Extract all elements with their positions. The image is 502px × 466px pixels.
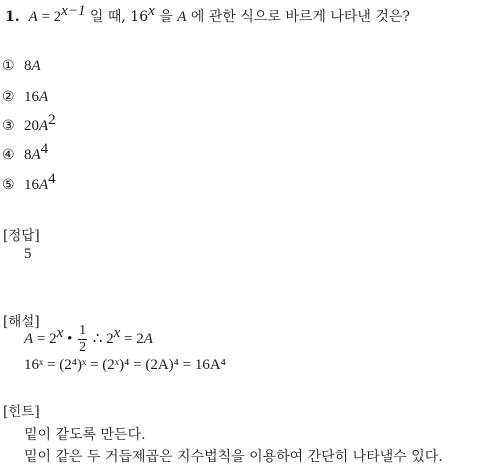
question-text-2: 을 xyxy=(154,9,178,25)
explanation-line-2: 16ˣ = (2⁴)ˣ = (2ˣ)⁴ = (2A)⁴ = 16A⁴ xyxy=(24,357,226,373)
option-marker: ① xyxy=(2,58,15,74)
hint-line-2: 밑이 같은 두 거듭제곱은 지수법칙을 이용하여 간단히 나타낼수 있다. xyxy=(24,449,443,465)
question-text-3: 에 관한 식으로 바르게 나타낸 것은? xyxy=(186,9,410,25)
math-eq: = 2 xyxy=(37,9,62,25)
option-marker: ③ xyxy=(2,118,15,134)
explanation-line-1: $A = 2^x$ • $\frac{1}{2}$ ∴ $2^x = 2A$ xyxy=(24,323,153,355)
question-number: 1. xyxy=(5,9,20,25)
option-4[interactable]: ④ $8A^4$ xyxy=(2,141,49,163)
fraction: $\frac{1}{2}$ xyxy=(79,323,87,355)
option-marker: ⑤ xyxy=(2,177,15,193)
hint-line-1: 밑이 같도록 만든다. xyxy=(24,427,146,443)
answer-value: 5 xyxy=(24,246,32,262)
question-text-1: 일 때, 16 xyxy=(85,9,149,25)
option-2[interactable]: ② 16A xyxy=(2,89,49,105)
math-A: A xyxy=(28,9,38,25)
option-marker: ④ xyxy=(2,147,15,163)
option-3[interactable]: ③ $20A^2$ xyxy=(2,112,56,134)
option-1[interactable]: ① 8A xyxy=(2,58,41,74)
hint-label: [힌트] xyxy=(3,404,40,420)
math-exp: x−1 xyxy=(61,3,86,19)
option-5[interactable]: ⑤ $16A^4$ xyxy=(2,171,56,193)
math-A: A xyxy=(177,9,187,25)
answer-label: [정답] xyxy=(3,228,40,244)
option-marker: ② xyxy=(2,89,15,105)
question-stem xyxy=(5,3,410,26)
math-exp: x xyxy=(148,3,155,19)
explanation-label: [해설] xyxy=(3,314,40,330)
